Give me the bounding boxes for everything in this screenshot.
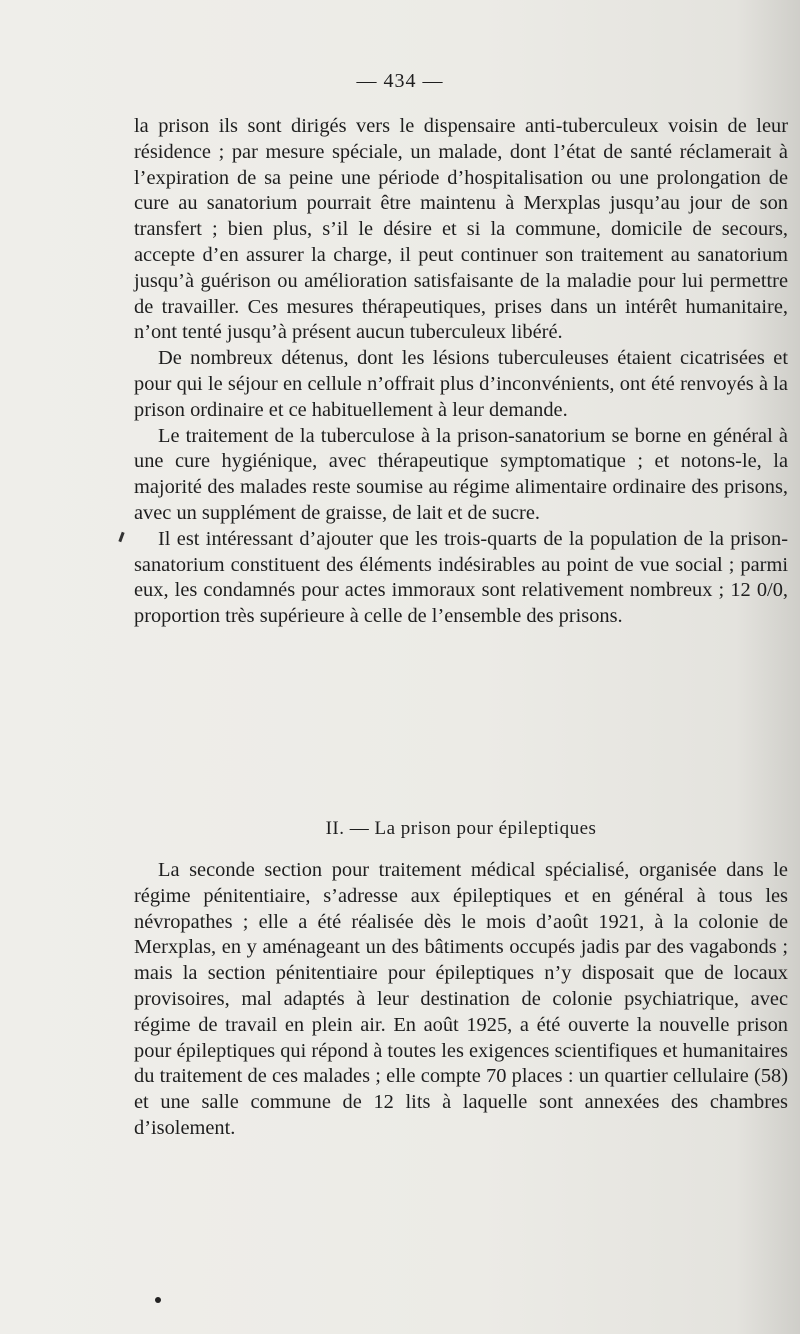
ink-mark (118, 532, 124, 542)
paragraph: De nombreux détenus, dont les lésions tuberculeuses étaient cicatrisées et pour qui le séjour en cellule n’offrait plus d’inconvénients, ont été renvoyés à la prison ordinaire et ce habituellement à leur demande. (134, 347, 788, 421)
body-text-lower (134, 858, 788, 1142)
body-text-upper (134, 114, 788, 630)
ink-dot (155, 1297, 161, 1303)
paragraph: La seconde section pour traitement médical spécialisé, organisée dans le régime pénitentiaire, s’adresse aux épileptiques et en général à tous les névropathes ; elle a été réalisée dès le mois d’août 1921, à la colonie de Merxplas, en y aménageant un des bâtiments occupés jadis par des vagabonds ; mais la section pénitentiaire pour épileptiques n’y disposait que de locaux provisoires, mal adaptés à leur destination de colonie psychiatrique, avec régime de travail en plein air. En août 1925, a été ouverte la nouvelle prison pour épileptiques qui répond à toutes les exigences scientifiques et humanitaires du traitement de ces malades ; elle compte 70 places : un quartier cellulaire (58) et une salle commune de 12 lits à laquelle sont annexées des chambres d’isolement. (134, 859, 788, 1139)
section-heading: II. — La prison pour épileptiques (325, 818, 597, 839)
paragraph: Le traitement de la tuberculose à la prison-sanatorium se borne en général à une cure hygiénique, avec thérapeutique symptomatique ; et notons-le, la majorité des malades reste soumise au régime alimentaire ordinaire des prisons, avec un supplément de graisse, de lait et de sucre. (134, 424, 788, 524)
paragraph: Il est intéressant d’ajouter que les trois-quarts de la population de la prison-sanatorium constituent des éléments indésirables au point de vue social ; parmi eux, les condamnés pour actes immoraux sont relativement nombreux ; 12 0/0, proportion très supérieure à celle de l’ensemble des prisons. (134, 527, 788, 628)
paragraph-continuation: la prison ils sont dirigés vers le dispensaire anti-tuberculeux voisin de leur résidence ; par mesure spéciale, un malade, dont l’état de santé réclamerait à l’expiration de sa peine une période d’hospitalisation ou une prolongation de cure au sanatorium pourrait être maintenu à Merxplas jusqu’au jour de son transfert ; bien plus, s’il le désire et si la commune, domicile de secours, accepte d’en assurer la charge, il peut continuer son traitement au sanatorium jusqu’à guérison ou amélioration satisfaisante de la maladie pour lui permettre de travailler. Ces mesures thérapeutiques, prises dans un intérêt humanitaire, n’ont tenté jusqu’à présent aucun tuberculeux libéré. (134, 115, 788, 344)
page-number: — 434 — (356, 70, 444, 92)
